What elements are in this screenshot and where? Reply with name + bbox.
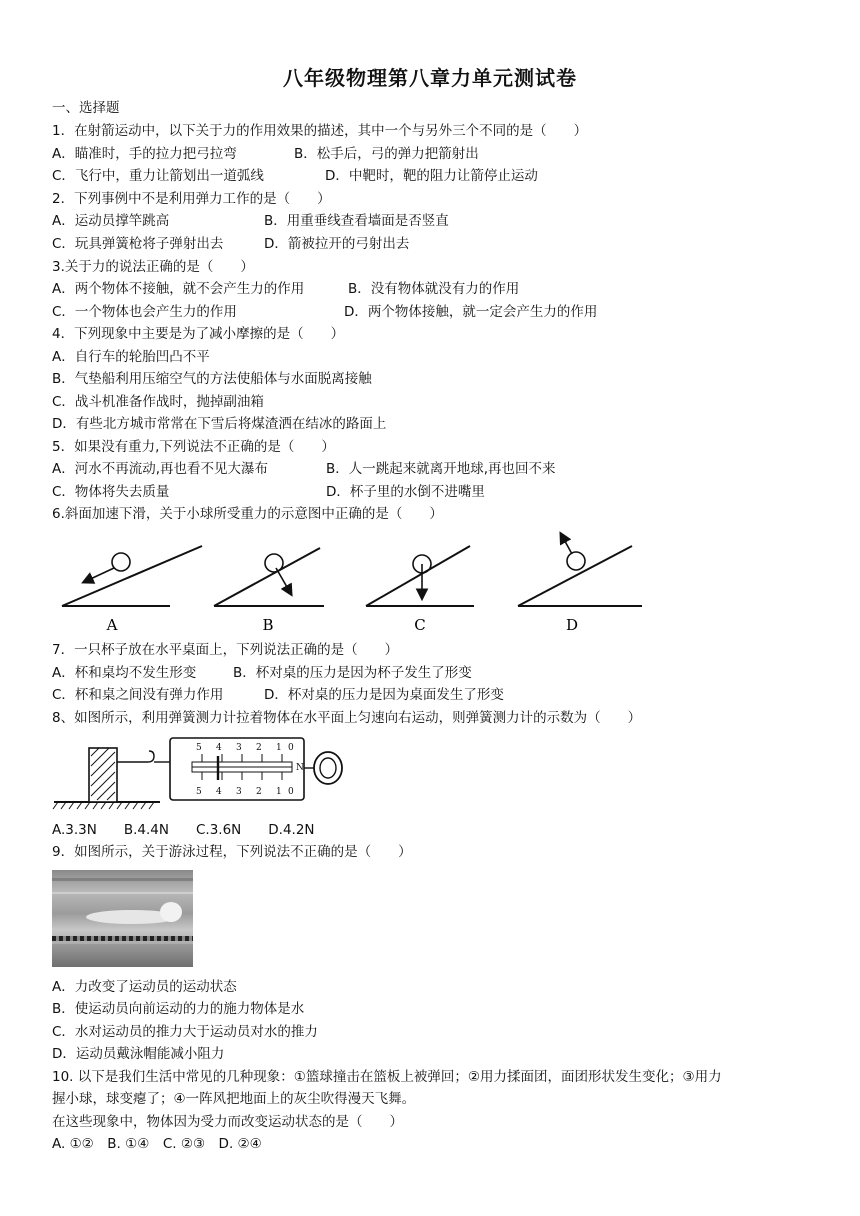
figure-label-c: C — [414, 616, 426, 634]
scale-top-0: 0 — [288, 743, 294, 753]
scale-bottom-4: 4 — [216, 787, 222, 797]
question-7-option-d: D．杯对桌的压力是因为桌面发生了形变 — [264, 687, 504, 703]
question-7-option-c: C．杯和桌之间没有弹力作用 — [52, 687, 224, 703]
question-8-figure — [52, 732, 352, 814]
question-9-stem: 9．如图所示，关于游泳过程，下列说法不正确的是（ ） — [52, 844, 412, 860]
question-9-option-b: B．使运动员向前运动的力的施力物体是水 — [52, 1001, 305, 1017]
question-5-option-b: B．人一跳起来就离开地球,再也回不来 — [326, 461, 556, 477]
scale-bottom-2: 2 — [256, 787, 262, 797]
scale-unit: N — [296, 763, 304, 773]
question-9-option-a: A．力改变了运动员的运动状态 — [52, 979, 237, 995]
question-5-option-d: D．杯子里的水倒不进嘴里 — [326, 484, 485, 500]
question-10-line-3: 在这些现象中，物体因为受力而改变运动状态的是（ ） — [52, 1114, 403, 1130]
question-2-option-d: D．箭被拉开的弓射出去 — [264, 236, 410, 252]
question-5-option-c: C．物体将失去质量 — [52, 484, 170, 500]
question-1-option-c: C．飞行中，重力让箭划出一道弧线 — [52, 168, 264, 184]
question-10-options: A. ①② B. ①④ C. ②③ D. ②④ — [52, 1136, 262, 1152]
question-4-option-a: A．自行车的轮胎凹凸不平 — [52, 349, 210, 365]
question-3-option-a: A．两个物体不接触，就不会产生力的作用 — [52, 281, 305, 297]
section-heading: 一、选择题 — [52, 100, 120, 116]
question-3-option-d: D．两个物体接触，就一定会产生力的作用 — [344, 304, 598, 320]
question-2-option-c: C．玩具弹簧枪将子弹射出去 — [52, 236, 224, 252]
figure-label-a: A — [106, 616, 118, 634]
scale-top-2: 2 — [256, 743, 262, 753]
question-9-option-d: D．运动员戴泳帽能减小阻力 — [52, 1046, 225, 1062]
page-title: 八年级物理第八章力单元测试卷 — [283, 66, 577, 90]
question-1-option-b: B．松手后，弓的弹力把箭射出 — [294, 146, 479, 162]
question-7-stem: 7．一只杯子放在水平桌面上，下列说法正确的是（ ） — [52, 642, 399, 658]
question-9-swimmer-photo — [52, 870, 193, 967]
question-8-stem: 8、如图所示，利用弹簧测力计拉着物体在水平面上匀速向右运动，则弹簧测力计的示数为（ ） — [52, 710, 642, 726]
question-3-stem: 3.关于力的说法正确的是（ ） — [52, 259, 254, 275]
question-2-stem: 2．下列事例中不是利用弹力工作的是（ ） — [52, 191, 331, 207]
question-5-stem: 5．如果没有重力,下列说法不正确的是（ ） — [52, 439, 335, 455]
scale-bottom-3: 3 — [236, 787, 242, 797]
question-3-option-b: B．没有物体就没有力的作用 — [348, 281, 520, 297]
question-2-option-b: B．用重垂线查看墙面是否竖直 — [264, 213, 449, 229]
question-10-line-1: 10. 以下是我们生活中常见的几种现象：①篮球撞击在篮板上被弹回；②用力揉面团，面团形状发生变化；③用力 — [52, 1069, 722, 1085]
question-3-option-c: C．一个物体也会产生力的作用 — [52, 304, 237, 320]
scale-bottom-0: 0 — [288, 787, 294, 797]
scale-top-1: 1 — [276, 743, 282, 753]
question-4-option-d: D．有些北方城市常常在下雪后将煤渣洒在结冰的路面上 — [52, 416, 387, 432]
question-1-option-a: A．瞄准时，手的拉力把弓拉弯 — [52, 146, 237, 162]
scale-top-5: 5 — [196, 743, 202, 753]
question-8-options: A.3.3N B.4.4N C.3.6N D.4.2N — [52, 822, 315, 838]
question-5-option-a: A．河水不再流动,再也看不见大瀑布 — [52, 461, 269, 477]
figure-label-b: B — [262, 616, 274, 634]
question-1-option-d: D．中靶时，靶的阻力让箭停止运动 — [325, 168, 538, 184]
question-4-option-b: B．气垫船利用压缩空气的方法使船体与水面脱离接触 — [52, 371, 372, 387]
scale-bottom-5: 5 — [196, 787, 202, 797]
question-2-option-a: A．运动员撑竿跳高 — [52, 213, 170, 229]
question-7-option-a: A．杯和桌均不发生形变 — [52, 665, 197, 681]
question-6-figure — [52, 528, 652, 636]
question-6-stem: 6.斜面加速下滑，关于小球所受重力的示意图中正确的是（ ） — [52, 506, 443, 522]
scale-bottom-1: 1 — [276, 787, 282, 797]
figure-label-d: D — [565, 616, 579, 634]
question-7-option-b: B．杯对桌的压力是因为杯子发生了形变 — [233, 665, 472, 681]
question-10-line-2: 握小球，球变瘪了；④一阵风把地面上的灰尘吹得漫天飞舞。 — [52, 1091, 416, 1107]
question-4-stem: 4．下列现象中主要是为了减小摩擦的是（ ） — [52, 326, 345, 342]
question-4-option-c: C．战斗机准备作战时，抛掉副油箱 — [52, 394, 264, 410]
scale-top-4: 4 — [216, 743, 222, 753]
scale-top-3: 3 — [236, 743, 242, 753]
question-1-stem: 1．在射箭运动中，以下关于力的作用效果的描述，其中一个与另外三个不同的是（ ） — [52, 123, 588, 139]
question-9-option-c: C．水对运动员的推力大于运动员对水的推力 — [52, 1024, 318, 1040]
